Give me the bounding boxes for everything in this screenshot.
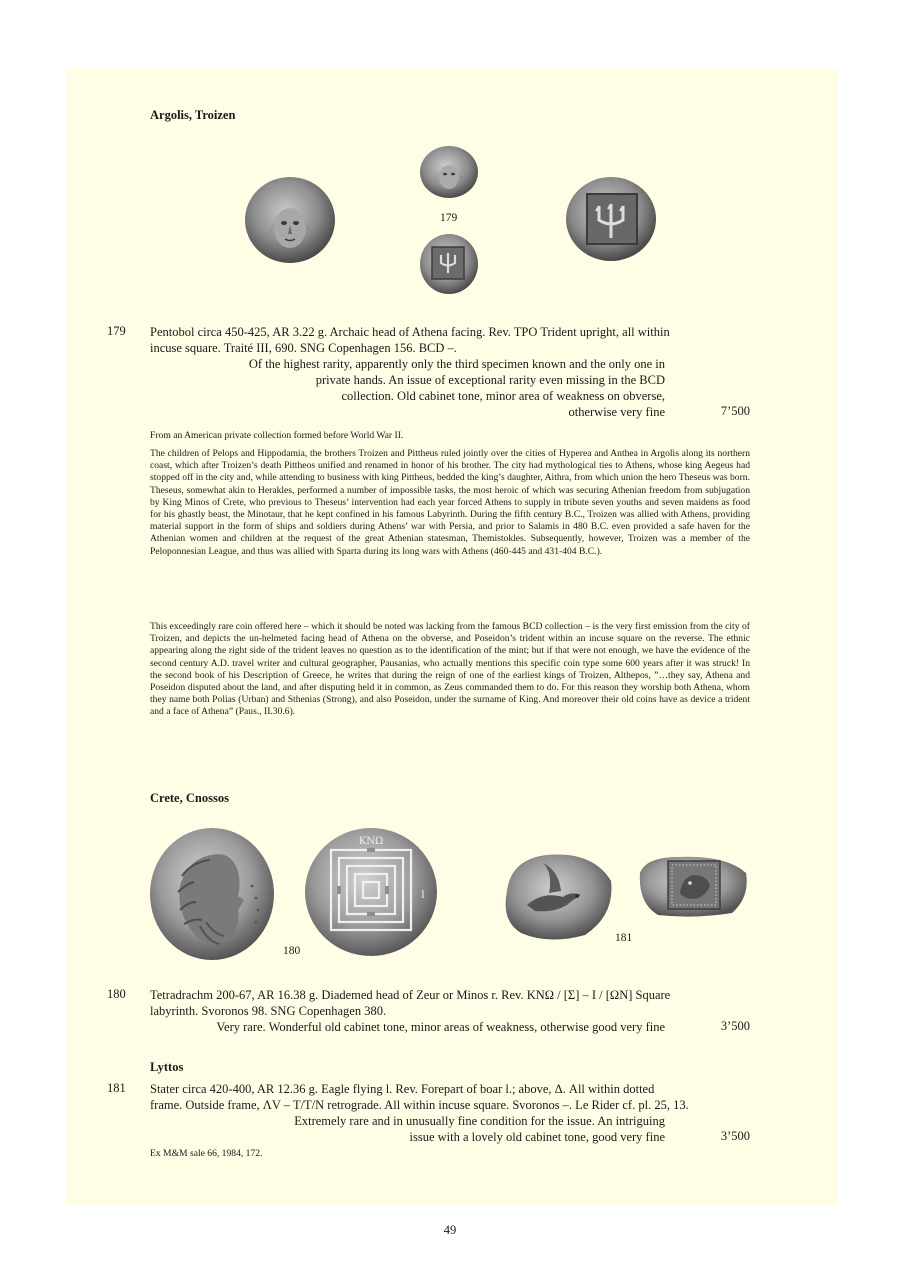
lot-180-line-1: Tetradrachm 200-67, AR 16.38 g. Diademed head of Zeur or Minos r. Rev. ΚΝΩ / [Σ] – Ι / [ΩΝ] Square bbox=[150, 988, 671, 1002]
lot-179-line-2: incuse square. Traité III, 690. SNG Copenhagen 156. BCD –. bbox=[150, 341, 457, 355]
lot-181-remark-1: Extremely rare and in unusually fine condition for the issue. An intriguing bbox=[294, 1114, 665, 1128]
coin-180-obverse-head bbox=[148, 826, 276, 962]
labyrinth-coin-legend: ΚΝΩ bbox=[358, 836, 384, 847]
lot-181-line-1: Stater circa 420-400, AR 12.36 g. Eagle flying l. Rev. Forepart of boar l.; above, Δ. All within dotted bbox=[150, 1082, 655, 1096]
lot-179-remark-2: private hands. An issue of exceptional rarity even missing in the BCD bbox=[315, 373, 665, 387]
lot-179-commentary-paragraph: This exceedingly rare coin offered here – which it should be noted was lacking from the famous BCD collection – is the very first emission from the city of Troizen, and depicts the un-helmeted facing head of Athena on the obverse, and Poseidon’s trident within an incuse square on the reverse. The ethnic appearing along the right side of the trident leaves no question as to the identification of the mint; but if that were not enough, we have the evidence of the second century A.D. travel writer and cultural geographer, Pausanias, who actually mentions this specific coin type some 600 years after it was struck! In the second book of his Description of Greece, he writes that during the reign of one of the earliest kings of Troizen, Althepos, ”…they say, Athena and Poseidon disputed about the land, and after disputing held it in common, as Zeus commanded them to do. For this reason they worship both Athena, whom they name both Polias (Urban) and Sthenias (Strong), and also Poseidon, under the surname of King. And moreover their old coins have as device a trident and a face of Athena” (Paus., II.30.6). bbox=[150, 621, 750, 718]
lot-179-provenance: From an American private collection formed before World War II. bbox=[150, 430, 404, 441]
coin-181-reverse-boar bbox=[634, 853, 750, 919]
svg-text:Ι: Ι bbox=[421, 890, 425, 901]
lot-181-remarks bbox=[150, 1113, 665, 1145]
lot-181-line-2: frame. Outside frame, ΛV – T/T/N retrograde. All within incuse square. Svoronos –. Le Rider cf. pl. 25, 13. bbox=[150, 1098, 689, 1112]
lot-179-line-1: Pentobol circa 450-425, AR 3.22 g. Archaic head of Athena facing. Rev. TPO Trident upright, all within bbox=[150, 325, 670, 339]
lot-179-remarks bbox=[150, 356, 665, 420]
lot-number-180: 180 bbox=[107, 987, 126, 1001]
coin-181-obverse-eagle bbox=[497, 851, 615, 943]
coin-179-reverse-large bbox=[565, 176, 657, 262]
figure-label-181: 181 bbox=[615, 932, 633, 944]
lot-180-description bbox=[150, 987, 750, 1019]
lot-181-description bbox=[150, 1081, 750, 1113]
lot-179-price: 7’500 bbox=[720, 404, 750, 418]
coin-179-obverse-large bbox=[244, 176, 336, 264]
lot-180-line-2: labyrinth. Svoronos 98. SNG Copenhagen 380. bbox=[150, 1004, 387, 1018]
coin-179-obverse-small bbox=[419, 145, 479, 199]
figure-label-180: 180 bbox=[283, 945, 301, 957]
lot-179-remark-3: collection. Old cabinet tone, minor area of weakness on obverse, bbox=[341, 389, 665, 403]
figure-label-179: 179 bbox=[440, 212, 458, 224]
section-heading-crete: Crete, Cnossos bbox=[150, 791, 229, 805]
coin-180-reverse-labyrinth bbox=[303, 826, 439, 958]
lot-number-179: 179 bbox=[107, 324, 126, 338]
lot-179-description bbox=[150, 324, 750, 356]
lot-179-remark-1: Of the highest rarity, apparently only the third specimen known and the only one in bbox=[248, 357, 665, 371]
lot-181-remark-2: issue with a lovely old cabinet tone, good very fine bbox=[409, 1130, 665, 1144]
section-heading-lyttos: Lyttos bbox=[150, 1060, 184, 1074]
lot-181-price: 3’500 bbox=[720, 1129, 750, 1143]
lot-180-remark: Very rare. Wonderful old cabinet tone, minor areas of weakness, otherwise good very fine bbox=[216, 1020, 665, 1034]
lot-181-provenance: Ex M&M sale 66, 1984, 172. bbox=[150, 1148, 263, 1159]
page-number: 49 bbox=[443, 1223, 457, 1237]
section-heading-argolis: Argolis, Troizen bbox=[150, 108, 236, 122]
coin-179-reverse-small bbox=[419, 233, 479, 295]
lot-179-history-paragraph: The children of Pelops and Hippodamia, the brothers Troizen and Pittheus ruled jointly over the cities of Hyperea and Anthea in Argolis along its northern coast, which after Troizen’s death Pittheos unified and renamed in honor of his brother. The city had mythological ties to Athens, whose king Aegeus had stopped off in the city and, while attending to business with king Pittheus, bedded the king’s daughter, Aithra, from which union the hero Theseus was born. Theseus, somewhat akin to Herakles, performed a number of impossible tasks, the most heroic of which was securing Athenian freedom from subjugation by King Minos of Crete, who previous to Theseus’ intervention had each year forced Athens to supply in tribute seven youths and seven maidens as food for his ghastly beast, the Minotaur, that he kept confined in his famous Labyrinth. During the fifth century B.C., Troizen was allied with Athens, providing material support in the form of ships and soldiers during Athens’ war with Persia, and prior to Salamis in 480 B.C. even provided a safe haven for the Athenian women and children at the request of the great Athenian statesman, Themistokles. Subsequently, however, Troizen was a member of the Peloponnesian League, and thus was allied with Sparta during its long wars with Athens (460-445 and 431-404 B.C.). bbox=[150, 448, 750, 557]
lot-number-181: 181 bbox=[107, 1081, 126, 1095]
lot-179-remark-4: otherwise very fine bbox=[568, 405, 665, 419]
lot-180-price: 3’500 bbox=[720, 1019, 750, 1033]
